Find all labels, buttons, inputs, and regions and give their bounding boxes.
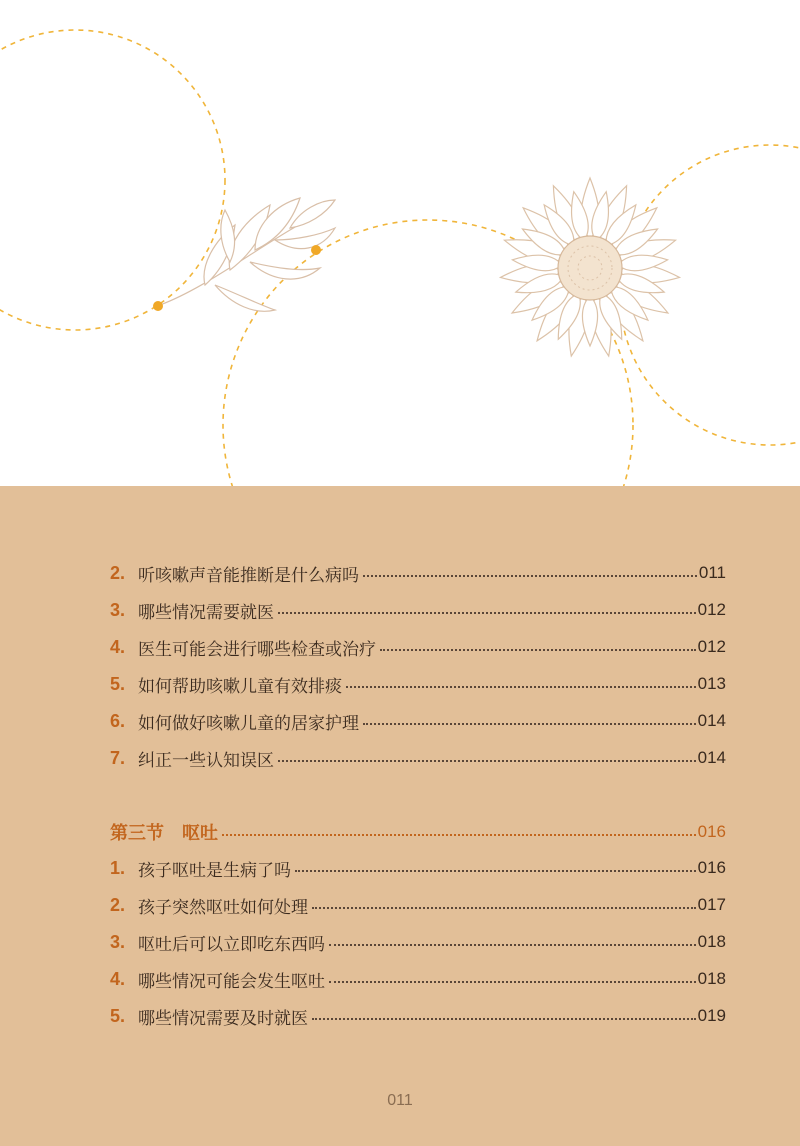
- dot-leader: [222, 834, 696, 836]
- entry-page: 018: [697, 969, 726, 988]
- sunflower-icon: [500, 178, 681, 358]
- entry-page: 011: [698, 563, 726, 582]
- entry-title: 听咳嗽声音能推断是什么病吗: [138, 565, 359, 586]
- entry-number: 7.: [110, 747, 126, 768]
- entry-number: 3.: [110, 931, 126, 952]
- entry-number: 5.: [110, 673, 126, 694]
- entry-title: 哪些情况可能会发生呕吐: [138, 971, 325, 992]
- entry-page: 013: [697, 674, 726, 693]
- dot-leader: [278, 612, 696, 614]
- dot-leader: [329, 981, 696, 983]
- entry-number: 5.: [110, 1005, 126, 1026]
- dot-leader: [363, 723, 696, 725]
- dot-leader: [312, 1018, 696, 1020]
- toc-entry[interactable]: [110, 890, 726, 920]
- leaf-branch-icon: [160, 198, 335, 311]
- toc-entry[interactable]: [110, 595, 726, 625]
- toc-entry[interactable]: [110, 1001, 726, 1031]
- entry-page: 017: [697, 895, 726, 914]
- dot-leader: [346, 686, 696, 688]
- entry-page: 014: [697, 711, 726, 730]
- entry-title: 孩子呕吐是生病了吗: [138, 860, 291, 881]
- dot-leader: [329, 944, 696, 946]
- entry-title: 医生可能会进行哪些检查或治疗: [138, 639, 376, 660]
- entry-page: 019: [697, 1006, 726, 1025]
- toc-entry[interactable]: [110, 743, 726, 773]
- entry-page: 014: [697, 748, 726, 767]
- dot-leader: [295, 870, 696, 872]
- entry-title: 哪些情况需要及时就医: [138, 1008, 308, 1029]
- toc-entry[interactable]: [110, 927, 726, 957]
- entry-page: 016: [697, 858, 726, 877]
- entry-title: 如何做好咳嗽儿童的居家护理: [138, 713, 359, 734]
- floral-illustration: [0, 0, 800, 486]
- entry-page: 012: [697, 637, 726, 656]
- dot-leader: [380, 649, 696, 651]
- entry-number: 2.: [110, 894, 126, 915]
- entry-title: 如何帮助咳嗽儿童有效排痰: [138, 676, 342, 697]
- dot-leader: [363, 575, 697, 577]
- entry-title: 孩子突然呕吐如何处理: [138, 897, 308, 918]
- entry-page: 012: [697, 600, 726, 619]
- toc-entry[interactable]: [110, 853, 726, 883]
- entry-number: 4.: [110, 968, 126, 989]
- entry-number: 6.: [110, 710, 126, 731]
- toc-entry[interactable]: [110, 964, 726, 994]
- entry-number: 1.: [110, 857, 126, 878]
- entry-number: 3.: [110, 599, 126, 620]
- dot-leader: [278, 760, 696, 762]
- entry-title: 哪些情况需要就医: [138, 602, 274, 623]
- section-title: 第三节 呕吐: [110, 823, 218, 844]
- entry-number: 2.: [110, 562, 126, 583]
- entry-number: 4.: [110, 636, 126, 657]
- page-number: 011: [387, 1092, 413, 1109]
- entry-title: 呕吐后可以立即吃东西吗: [138, 934, 325, 955]
- toc-entry[interactable]: [110, 669, 726, 699]
- toc-entry[interactable]: [110, 558, 726, 588]
- entry-page: 018: [697, 932, 726, 951]
- toc-entry[interactable]: [110, 632, 726, 662]
- toc-entry[interactable]: [110, 706, 726, 736]
- dashed-circle: [0, 30, 225, 330]
- section-page: 016: [697, 822, 726, 841]
- dot-leader: [312, 907, 696, 909]
- toc-section-heading[interactable]: [110, 817, 726, 847]
- entry-title: 纠正一些认知误区: [138, 750, 274, 771]
